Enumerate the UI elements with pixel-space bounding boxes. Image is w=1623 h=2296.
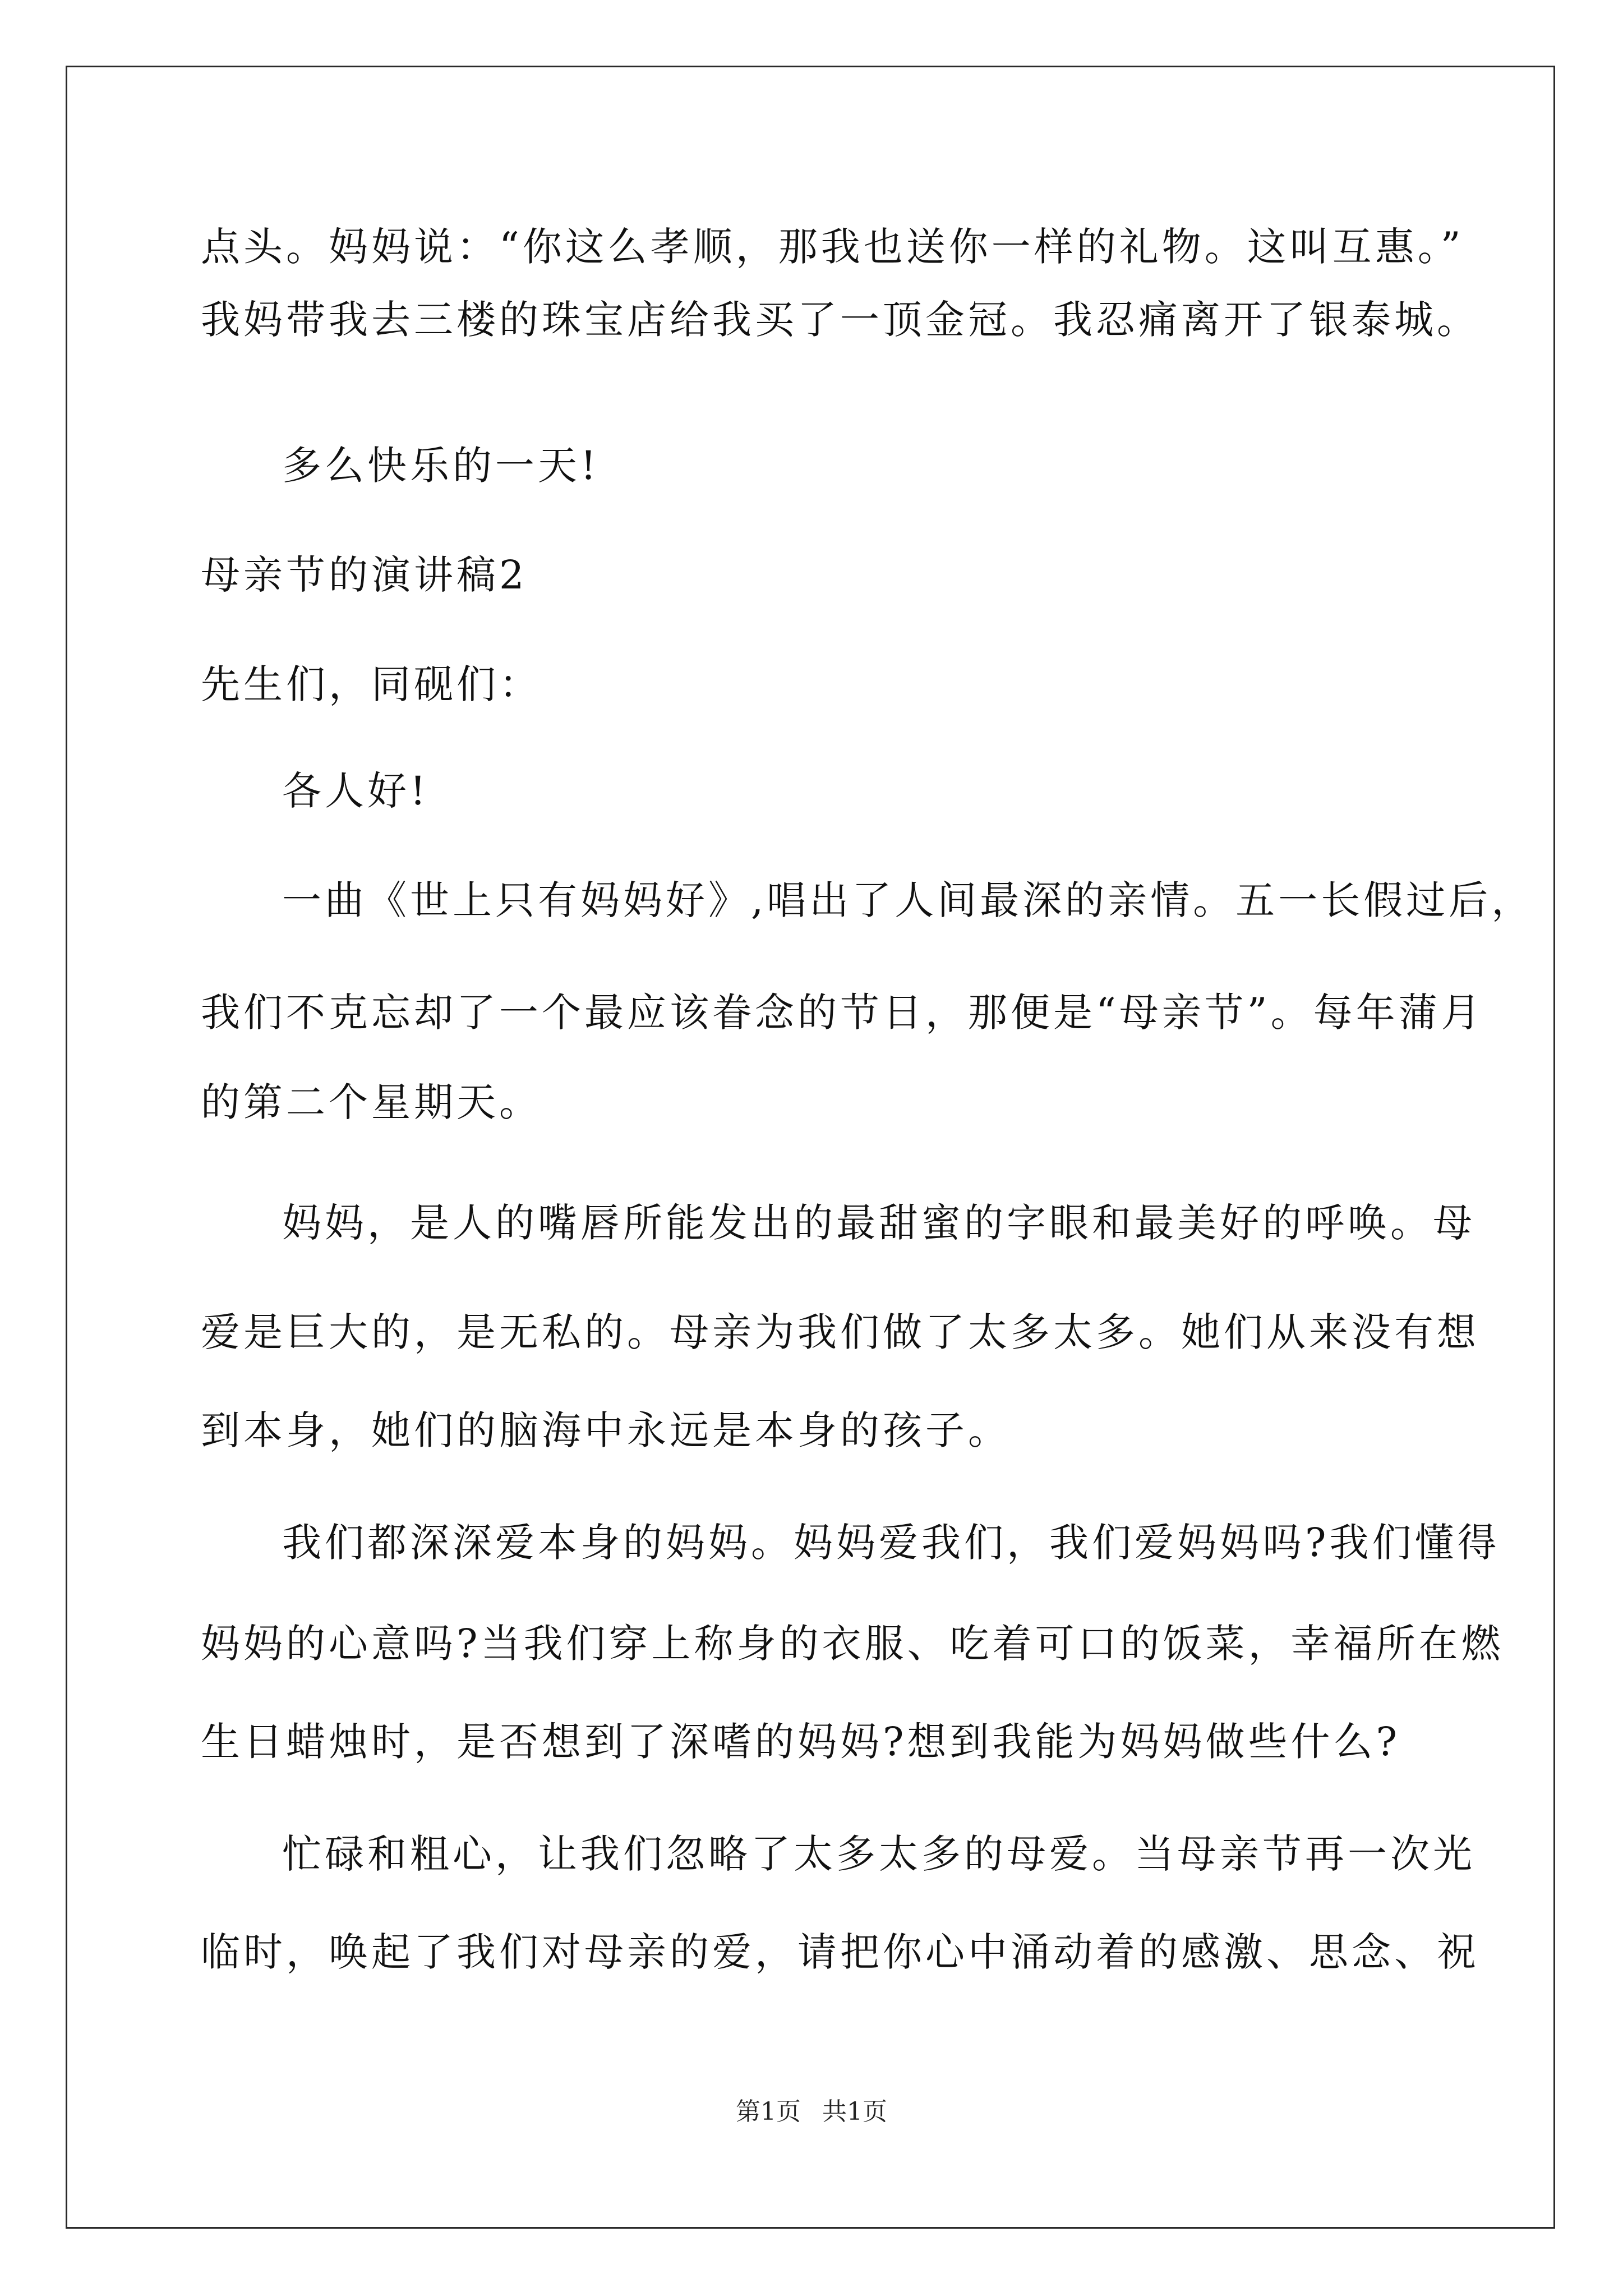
page-total: 共1页 [822, 2097, 887, 2126]
page-footer [0, 2095, 1623, 2129]
text-line: 一曲《世上只有妈妈好》,唱出了人间最深的亲情。五一长假过后， [282, 877, 1534, 923]
text-line: 妈妈，是人的嘴唇所能发出的最甜蜜的字眼和最美好的呼唤。母 [282, 1200, 1476, 1246]
page-number: 第1页 [736, 2097, 801, 2126]
text-line: 的第二个星期天。 [201, 1079, 542, 1125]
section-heading: 母亲节的演讲稿2 [201, 552, 528, 598]
text-line: 妈妈的心意吗?当我们穿上称身的衣服、吃着可口的饭菜，幸福所在燃 [201, 1621, 1504, 1667]
salutation: 先生们，同砚们： [201, 661, 542, 707]
text-line: 我们都深深爱本身的妈妈。妈妈爱我们，我们爱妈妈吗?我们懂得 [282, 1520, 1500, 1566]
page-border [66, 66, 1555, 2229]
text-line: 多么快乐的一天! [282, 443, 600, 489]
text-line: 点头。妈妈说：“你这么孝顺，那我也送你一样的礼物。这叫互惠。” [201, 224, 1464, 270]
text-line: 我妈带我去三楼的珠宝店给我买了一顶金冠。我忍痛离开了银泰城。 [201, 297, 1479, 343]
text-line: 生日蜡烛时，是否想到了深嗜的妈妈?想到我能为妈妈做些什么? [201, 1719, 1401, 1765]
text-line: 我们不克忘却了一个最应该眷念的节日，那便是“母亲节”。每年蒲月 [201, 990, 1484, 1036]
text-line: 到本身，她们的脑海中永远是本身的孩子。 [201, 1407, 1011, 1453]
greeting: 各人好! [282, 768, 430, 814]
text-line: 临时，唤起了我们对母亲的爱，请把你心中涌动着的感激、思念、祝 [201, 1929, 1479, 1975]
text-line: 爱是巨大的，是无私的。母亲为我们做了太多太多。她们从来没有想 [201, 1309, 1479, 1355]
text-line: 忙碌和粗心，让我们忽略了太多太多的母爱。当母亲节再一次光 [282, 1831, 1476, 1877]
